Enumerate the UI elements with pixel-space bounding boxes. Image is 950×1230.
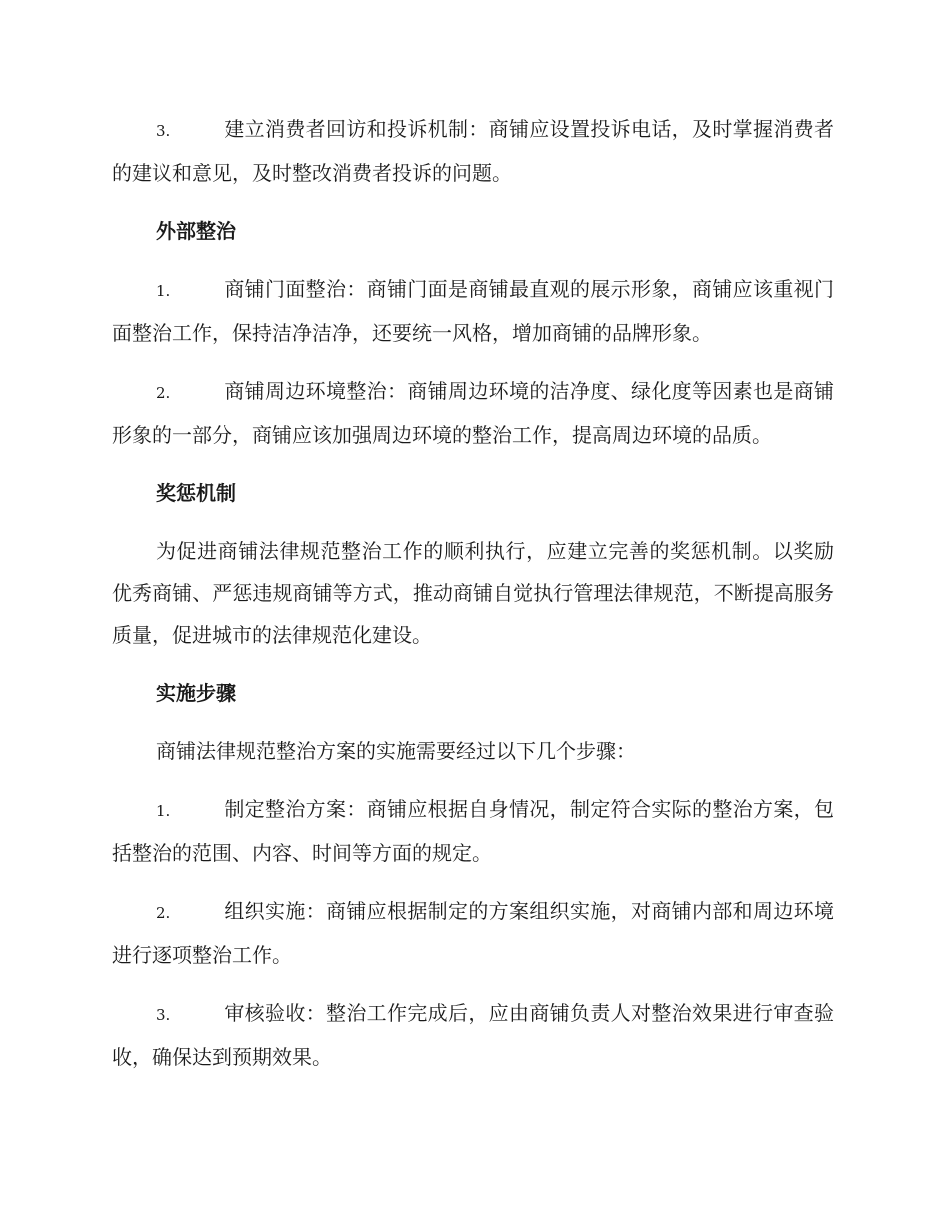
- list-item: [112, 108, 834, 194]
- list-item: [112, 890, 834, 976]
- list-number: 2.: [156, 384, 171, 402]
- list-item-text: 建立消费者回访和投诉机制：商铺应设置投诉电话，及时掌握消费者的建议和意见，及时整改消费者投诉的问题。: [112, 117, 834, 185]
- list-number: 1.: [156, 802, 171, 820]
- list-number: 3.: [156, 1006, 171, 1024]
- list-item: [112, 992, 834, 1078]
- list-item: [112, 268, 834, 354]
- document-page: [112, 108, 834, 1094]
- list-item-text: 审核验收：整治工作完成后，应由商铺负责人对整治效果进行审查验收，确保达到预期效果。: [112, 1001, 834, 1069]
- list-item: [112, 788, 834, 874]
- section-heading-external: 外部整治: [156, 219, 236, 243]
- list-number: 3.: [156, 122, 171, 140]
- list-item-text: 商铺门面整治：商铺门面是商铺最直观的展示形象，商铺应该重视门面整治工作，保持洁净洁净，还要统一风格，增加商铺的品牌形象。: [112, 277, 834, 345]
- list-item-text: 组织实施：商铺应根据制定的方案组织实施，对商铺内部和周边环境进行逐项整治工作。: [112, 899, 834, 967]
- paragraph: 为促进商铺法律规范整治工作的顺利执行，应建立完善的奖惩机制。以奖励优秀商铺、严惩违规商铺等方式，推动商铺自觉执行管理法律规范，不断提高服务质量，促进城市的法律规范化建设。: [112, 539, 834, 647]
- list-item: [112, 370, 834, 456]
- list-number: 1.: [156, 282, 171, 300]
- section-heading-rewards: 奖惩机制: [156, 481, 236, 505]
- list-item-text: 制定整治方案：商铺应根据自身情况，制定符合实际的整治方案，包括整治的范围、内容、时间等方面的规定。: [112, 797, 834, 865]
- section-heading-steps: 实施步骤: [156, 681, 236, 705]
- list-item-text: 商铺周边环境整治：商铺周边环境的洁净度、绿化度等因素也是商铺形象的一部分，商铺应该加强周边环境的整治工作，提高周边环境的品质。: [112, 379, 834, 447]
- list-number: 2.: [156, 904, 171, 922]
- paragraph: 商铺法律规范整治方案的实施需要经过以下几个步骤：: [156, 739, 636, 763]
